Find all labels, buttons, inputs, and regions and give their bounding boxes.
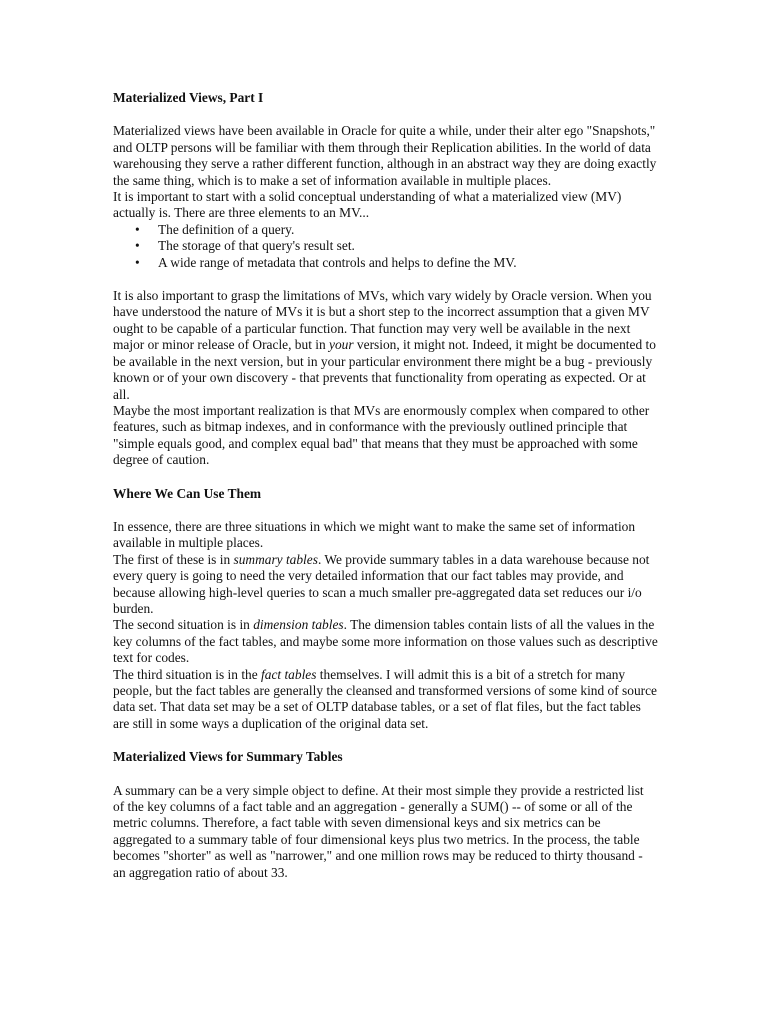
list-item: • The definition of a query. <box>135 221 295 237</box>
three-situations-paragraph: In essence, there are three situations in which we might want to make the same set of information available in multiple places. <box>113 518 636 551</box>
document-page <box>113 90 658 881</box>
heading-where-we-can-use-them: Where We Can Use Them <box>113 485 262 501</box>
limitations-paragraph: It is also important to grasp the limitations of MVs, which vary widely by Oracle version. When you have understood the nature of MVs it is but a short step to the incorrect assumption that a given MV ought to be capable of a particular function. That function may very well be available in the next major or minor release of Oracle, but in your version, it might not. Indeed, it might be documented to be available in the next version, but in your particular environment there might be a bug - previously known or of your own discovery - that prevents that functionality from operating as expected. Or at all. <box>113 288 656 402</box>
summary-tables-paragraph: The first of these is in summary tables. We provide summary tables in a data warehouse because not every query is going to need the very detailed information that our fact tables may provide, and because allowing high-level queries to scan a much smaller pre-aggregated data set reduces our i/o burden. <box>113 551 650 616</box>
bullet-icon: • <box>135 238 140 254</box>
intro-paragraph: Materialized views have been available in Oracle for quite a while, under their alter ego "Snapshots," and OLTP persons will be familiar with them through their Replication abilities. In the world of data warehousing they serve a rather different function, although in an abstract way they are doing exactly the same thing, which is to make a set of information available in multiple places. <box>113 123 657 188</box>
mv-elements-list <box>113 222 658 271</box>
heading-materialized-views-part-1: Materialized Views, Part I <box>113 90 264 105</box>
list-item: • A wide range of metadata that controls and helps to define the MV. <box>135 254 517 270</box>
fact-tables-paragraph: The third situation is in the fact tables themselves. I will admit this is a bit of a stretch for many people, but the fact tables are generally the cleansed and transformed versions of some kind of source data set. That data set may be a set of OLTP database tables, or a set of flat files, but the fact tables are still in some ways a duplication of the original data set. <box>113 666 657 731</box>
bullet-icon: • <box>135 254 140 270</box>
mv-definition-paragraph: It is important to start with a solid conceptual understanding of what a materialized view (MV) actually is. There are three elements to an MV... <box>113 189 622 221</box>
heading-mv-summary-tables: Materialized Views for Summary Tables <box>113 749 343 765</box>
summary-definition-paragraph: A summary can be a very simple object to define. At their most simple they provide a restricted list of the key columns of a fact table and an aggregation - generally a SUM() -- of some or all of the metric columns. Therefore, a fact table with seven dimensional keys and six metrics can be aggregated to a summary table of four dimensional keys plus two metrics. In the process, the table becomes "shorter" as well as "narrower," and one million rows may be reduced to thirty thousand - an aggregation ratio of about 33. <box>113 782 644 880</box>
bullet-icon: • <box>135 221 140 237</box>
complexity-paragraph: Maybe the most important realization is that MVs are enormously complex when compared to other features, such as bitmap indexes, and in conformance with the previously outlined principle that "simple equals good, and complex equal bad" that means that they must be approached with some degree of caution. <box>113 402 650 468</box>
dimension-tables-paragraph: The second situation is in dimension tables. The dimension tables contain lists of all the values in the key columns of the fact tables, and maybe some more information on those values such as descriptive text for codes. <box>113 617 658 666</box>
list-item: • The storage of that query's result set. <box>135 238 355 254</box>
